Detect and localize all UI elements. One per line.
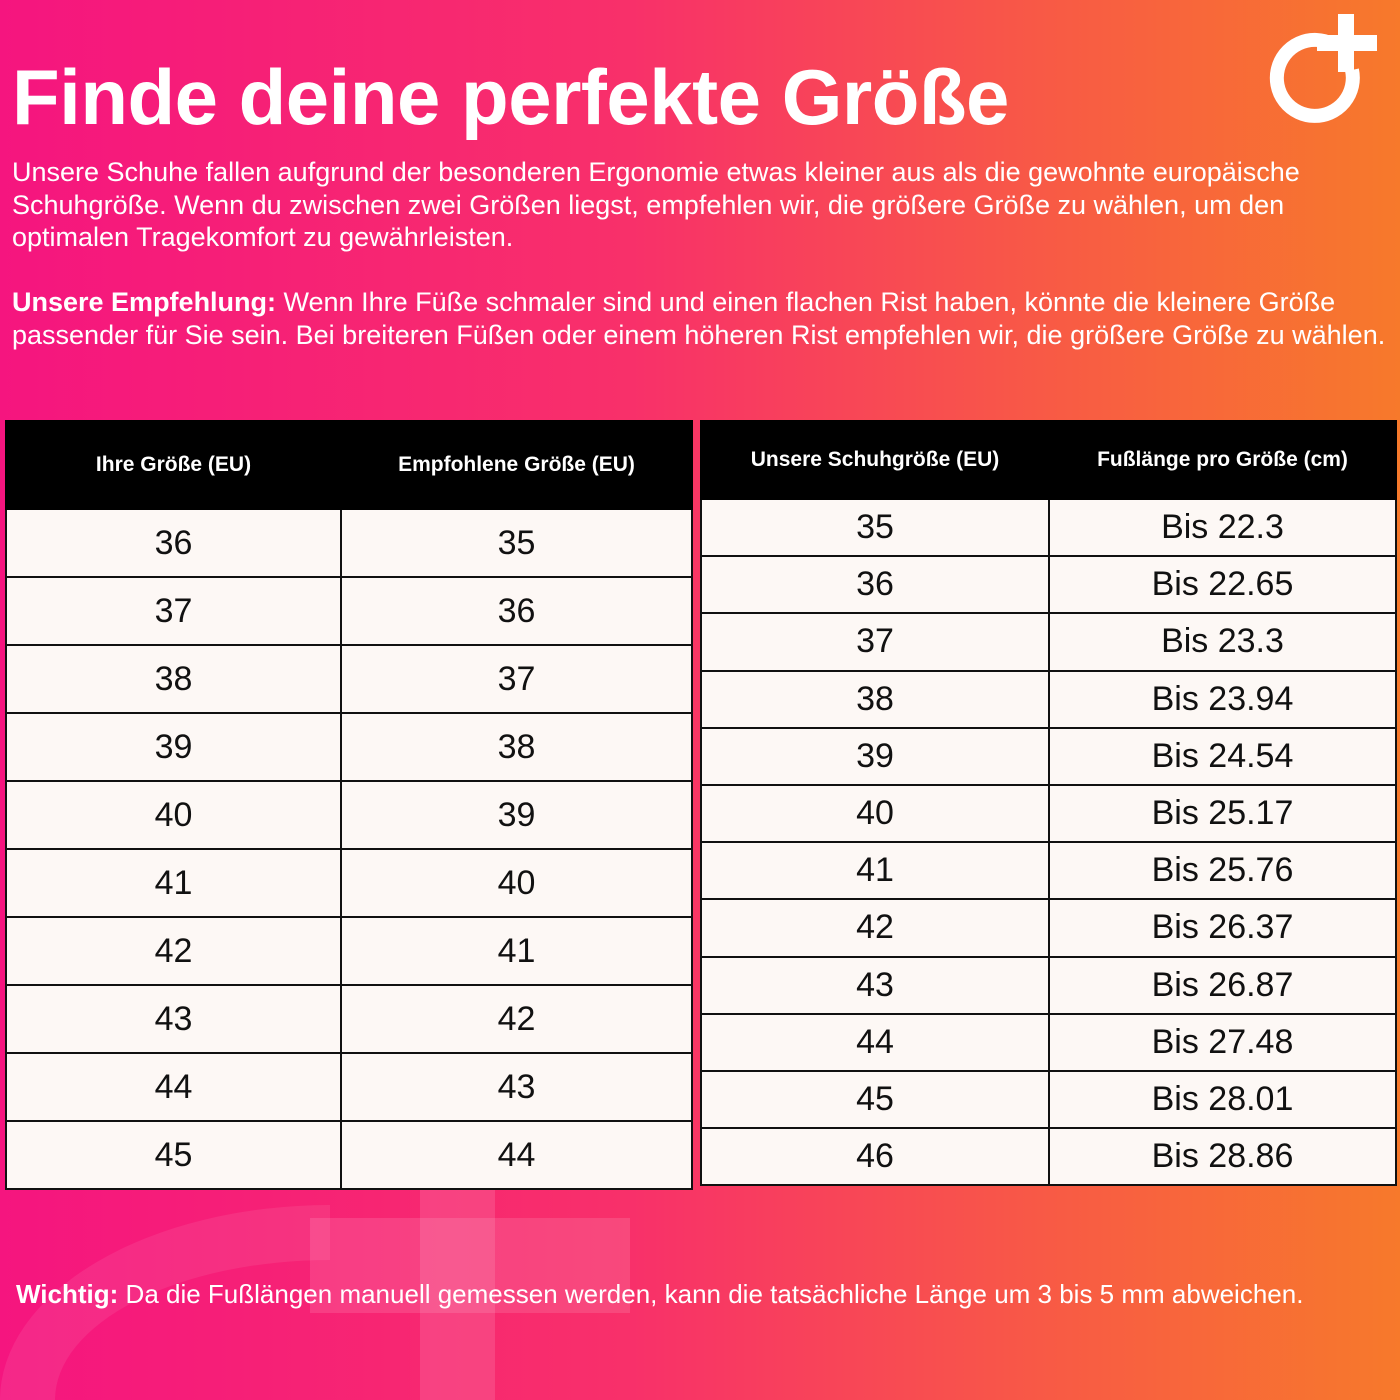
table-cell: Bis 26.87 [1049, 957, 1396, 1014]
table-row [6, 917, 692, 985]
table-cell: 37 [341, 645, 692, 713]
table-row [701, 785, 1396, 842]
table-cell: 44 [701, 1014, 1049, 1071]
table-cell: 43 [701, 957, 1049, 1014]
recommendation-body: Wenn Ihre Füße schmaler sind und einen flachen Rist haben, könnte die kleinere Größe passender für Sie sein. Bei breiteren Füßen oder einem höheren Rist empfehlen wir, die größere Größe zu wählen. [12, 287, 1386, 350]
table-cell: 41 [701, 842, 1049, 899]
table-cell: 43 [6, 985, 341, 1053]
table-row [701, 1128, 1396, 1185]
footer-label: Wichtig: [16, 1279, 119, 1309]
table-row [6, 509, 692, 577]
table-cell: Bis 23.94 [1049, 671, 1396, 728]
table-row [701, 1014, 1396, 1071]
recommendation-text [12, 286, 1388, 351]
table-cell: Bis 26.37 [1049, 899, 1396, 956]
table-cell: 45 [6, 1121, 341, 1189]
table-cell: 40 [341, 849, 692, 917]
page-title: Finde deine perfekte Größe [12, 53, 1009, 141]
table-cell: 41 [341, 917, 692, 985]
footer-note [16, 1278, 1386, 1310]
table-row [701, 671, 1396, 728]
table-cell: 38 [6, 645, 341, 713]
header-foot-length: Fußlänge pro Größe (cm) [1049, 421, 1396, 499]
table-cell: 37 [701, 613, 1049, 670]
table-cell: 39 [6, 713, 341, 781]
recommendation-label: Unsere Empfehlung: [12, 287, 277, 317]
table-row [701, 499, 1396, 556]
table-row [701, 899, 1396, 956]
table-row [701, 842, 1396, 899]
table-cell: Bis 23.3 [1049, 613, 1396, 670]
table-cell: Bis 22.65 [1049, 556, 1396, 613]
intro-text: Unsere Schuhe fallen aufgrund der besonderen Ergonomie etwas kleiner aus als die gewohnte europäische Schuhgröße. Wenn du zwischen zwei Größen liegst, empfehlen wir, die größere Größe zu wählen, um den optimalen Tragekomfort zu gewährleisten. [12, 157, 1300, 252]
table-row [6, 1121, 692, 1189]
table-cell: 40 [6, 781, 341, 849]
table-cell: 36 [341, 577, 692, 645]
table-row [6, 1053, 692, 1121]
table-cell: 46 [701, 1128, 1049, 1185]
table-cell: Bis 28.01 [1049, 1071, 1396, 1128]
table-row [701, 613, 1396, 670]
table-row [701, 728, 1396, 785]
foot-length-table [700, 420, 1397, 1186]
table-cell: 40 [701, 785, 1049, 842]
table-cell: 38 [701, 671, 1049, 728]
circle-plus-logo-icon [1262, 12, 1386, 132]
table-cell: 39 [701, 728, 1049, 785]
table-row [6, 985, 692, 1053]
table-cell: 44 [6, 1053, 341, 1121]
table-cell: 37 [6, 577, 341, 645]
table-cell: Bis 25.17 [1049, 785, 1396, 842]
table-cell: 43 [341, 1053, 692, 1121]
table-cell: 36 [6, 509, 341, 577]
table-cell: 44 [341, 1121, 692, 1189]
table-cell: Bis 27.48 [1049, 1014, 1396, 1071]
table-row [6, 781, 692, 849]
table-row [701, 556, 1396, 613]
table-cell: 42 [6, 917, 341, 985]
table-cell: 36 [701, 556, 1049, 613]
header-recommended-size: Empfohlene Größe (EU) [341, 421, 692, 509]
table-row [6, 645, 692, 713]
table-row [701, 1071, 1396, 1128]
table-cell: 41 [6, 849, 341, 917]
header-our-size: Unsere Schuhgröße (EU) [701, 421, 1049, 499]
table-row [6, 713, 692, 781]
footer-body: Da die Fußlängen manuell gemessen werden, kann die tatsächliche Länge um 3 bis 5 mm abweichen. [118, 1279, 1304, 1309]
table-row [701, 957, 1396, 1014]
table-cell: 38 [341, 713, 692, 781]
table-cell: 42 [701, 899, 1049, 956]
table-cell: 35 [341, 509, 692, 577]
table-cell: Bis 28.86 [1049, 1128, 1396, 1185]
table-cell: Bis 22.3 [1049, 499, 1396, 556]
header-your-size: Ihre Größe (EU) [6, 421, 341, 509]
table-cell: 39 [341, 781, 692, 849]
size-conversion-table [5, 420, 693, 1190]
table-cell: 35 [701, 499, 1049, 556]
table-cell: 42 [341, 985, 692, 1053]
table-cell: 45 [701, 1071, 1049, 1128]
table-row [6, 849, 692, 917]
table-row [6, 577, 692, 645]
table-cell: Bis 25.76 [1049, 842, 1396, 899]
table-cell: Bis 24.54 [1049, 728, 1396, 785]
